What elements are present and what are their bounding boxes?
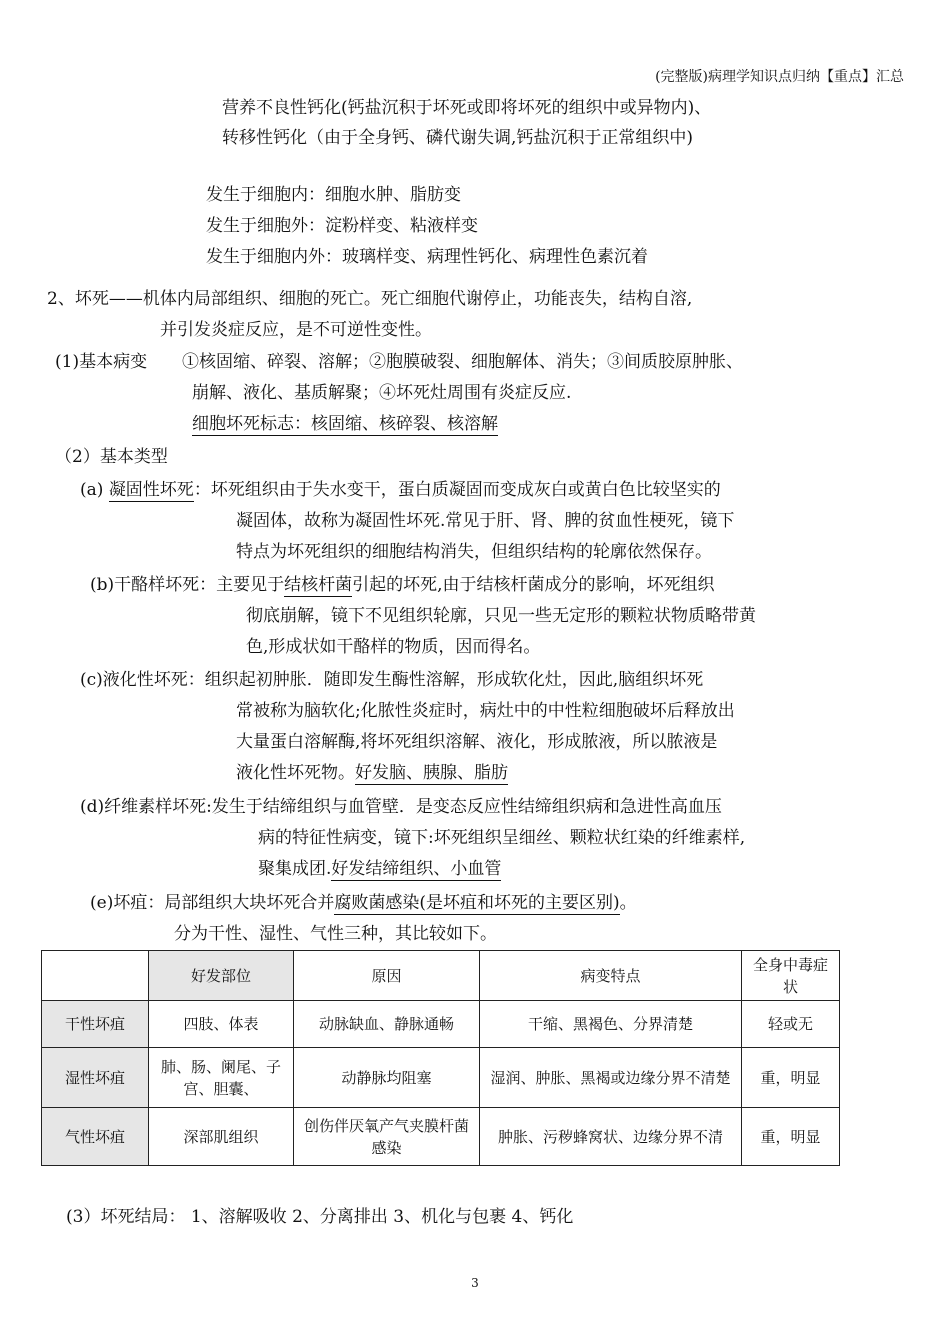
type-d-text-3 — [258, 857, 501, 881]
type-c-text-3: 大量蛋白溶解酶,将坏死组织溶解、液化，形成脓液，所以脓液是 — [236, 732, 718, 752]
table-header-cell: 原因 — [294, 951, 480, 1001]
location-extracellular: 发生于细胞外：淀粉样变、粘液样变 — [206, 216, 478, 236]
type-c-text-4 — [236, 761, 508, 785]
type-a-term: 凝固性坏死 — [108, 480, 194, 500]
type-a-prefix: (a) — [80, 480, 104, 500]
type-b-text-2: 彻底崩解，镜下不见组织轮廓，只见一些无定形的颗粒状物质略带黄 — [246, 606, 756, 626]
type-a-text: ：坏死组织由于失水变干，蛋白质凝固而变成灰白或黄白色比较坚实的 — [193, 480, 721, 500]
table-cell: 动静脉均阻塞 — [294, 1048, 480, 1108]
gangrene-comparison-table — [41, 950, 840, 1166]
type-e-text-2: 分为干性、湿性、气性三种，其比较如下。 — [174, 924, 497, 944]
basic-change-label: (1)基本病变 — [55, 352, 148, 372]
type-d-line: (d)纤维素样坏死:发生于结缔组织与血管壁．是变态反应性结缔组织病和急进性高血压 — [80, 797, 722, 817]
table-header-row — [42, 951, 840, 1001]
type-c-line: (c)液化性坏死：组织起初肿胀．随即发生酶性溶解，形成软化灶，因此,脑组织坏死 — [80, 670, 704, 690]
calcification-metastatic: 转移性钙化（由于全身钙、磷代谢失调,钙盐沉积于正常组织中) — [222, 128, 694, 148]
calcification-dystrophic: 营养不良性钙化(钙盐沉积于坏死或即将坏死的组织中或异物内)、 — [222, 98, 712, 118]
type-b-text-3: 色,形成状如干酪样的物质，因而得名。 — [246, 637, 541, 657]
basic-types-label: （2）基本类型 — [55, 447, 168, 467]
table-cell-type: 湿性坏疽 — [42, 1048, 149, 1108]
type-e-suffix: 。 — [619, 893, 637, 913]
type-b-term: 结核杆菌 — [284, 575, 353, 595]
basic-change-text: ①核固缩、碎裂、溶解；②胞膜破裂、细胞解体、消失；③间质胶原肿胀、 — [182, 352, 743, 372]
table-cell: 重，明显 — [742, 1048, 840, 1108]
table-cell: 湿润、肿胀、黑褐或边缘分界不清楚 — [480, 1048, 742, 1108]
necrosis-definition: 2、坏死——机体内局部组织、细胞的死亡。死亡细胞代谢停止，功能丧失，结构自溶, — [47, 289, 693, 309]
table-row — [42, 1108, 840, 1166]
type-e-prefix: (e)坏疽：局部组织大块坏死合并 — [90, 893, 335, 913]
table-cell-type: 干性坏疽 — [42, 1001, 149, 1048]
table-cell: 创伤伴厌氧产气夹膜杆菌感染 — [294, 1108, 480, 1166]
location-both: 发生于细胞内外：玻璃样变、病理性钙化、病理性色素沉着 — [206, 247, 648, 267]
table-cell: 重，明显 — [742, 1108, 840, 1166]
table-cell: 深部肌组织 — [149, 1108, 294, 1166]
type-d-predilection: 好发结缔组织、小血管 — [331, 859, 502, 879]
type-c-predilection: 好发脑、胰腺、脂肪 — [355, 763, 508, 783]
type-b-line — [90, 573, 715, 597]
type-a-text-3: 特点为坏死组织的细胞结构消失，但组织结构的轮廓依然保存。 — [236, 542, 712, 562]
necrosis-outcome: (3）坏死结局： 1、溶解吸收 2、分离排出 3、机化与包裹 4、钙化 — [66, 1207, 574, 1227]
type-e-line — [90, 891, 637, 915]
table-header-cell: 好发部位 — [149, 951, 294, 1001]
table-cell: 肺、肠、阑尾、子宫、胆囊、 — [149, 1048, 294, 1108]
table-cell: 肿胀、污秽蜂窝状、边缘分界不清 — [480, 1108, 742, 1166]
necrosis-marker-text: 细胞坏死标志：核固缩、核碎裂、核溶解 — [192, 414, 498, 434]
table-cell: 四肢、体表 — [149, 1001, 294, 1048]
page-number: 3 — [471, 1276, 479, 1290]
table-cell: 干缩、黑褐色、分界清楚 — [480, 1001, 742, 1048]
table-cell: 动脉缺血、静脉通畅 — [294, 1001, 480, 1048]
table-header-cell: 病变特点 — [480, 951, 742, 1001]
type-a-text-2: 凝固体，故称为凝固性坏死.常见于肝、肾、脾的贫血性梗死，镜下 — [236, 511, 735, 531]
table-header-cell — [42, 951, 149, 1001]
table-header-cell: 全身中毒症状 — [742, 951, 840, 1001]
table-cell-type: 气性坏疽 — [42, 1108, 149, 1166]
type-a-line — [80, 478, 721, 502]
type-d-text-2: 病的特征性病变，镜下:坏死组织呈细丝、颗粒状红染的纤维素样, — [258, 828, 746, 848]
table-cell: 轻或无 — [742, 1001, 840, 1048]
necrosis-definition-cont: 并引发炎症反应，是不可逆性变性。 — [160, 320, 432, 340]
type-d-text-3a: 聚集成团. — [258, 859, 332, 879]
location-intracellular: 发生于细胞内：细胞水肿、脂肪变 — [206, 185, 461, 205]
type-e-key-difference: 腐败菌感染(是坏疽和坏死的主要区别) — [334, 893, 620, 913]
table-row — [42, 1001, 840, 1048]
type-b-prefix: (b)干酪样坏死：主要见于 — [90, 575, 285, 595]
document-header: (完整版)病理学知识点归纳【重点】汇总 — [655, 69, 904, 85]
type-b-text: 引起的坏死,由于结核杆菌成分的影响，坏死组织 — [352, 575, 715, 595]
table-row — [42, 1048, 840, 1108]
type-c-text-2: 常被称为脑软化;化脓性炎症时，病灶中的中性粒细胞破坏后释放出 — [236, 701, 735, 721]
basic-change-text-cont: 崩解、液化、基质解聚；④坏死灶周围有炎症反应. — [192, 383, 572, 403]
necrosis-marker — [192, 412, 498, 436]
type-c-text-4a: 液化性坏死物。 — [236, 763, 355, 783]
